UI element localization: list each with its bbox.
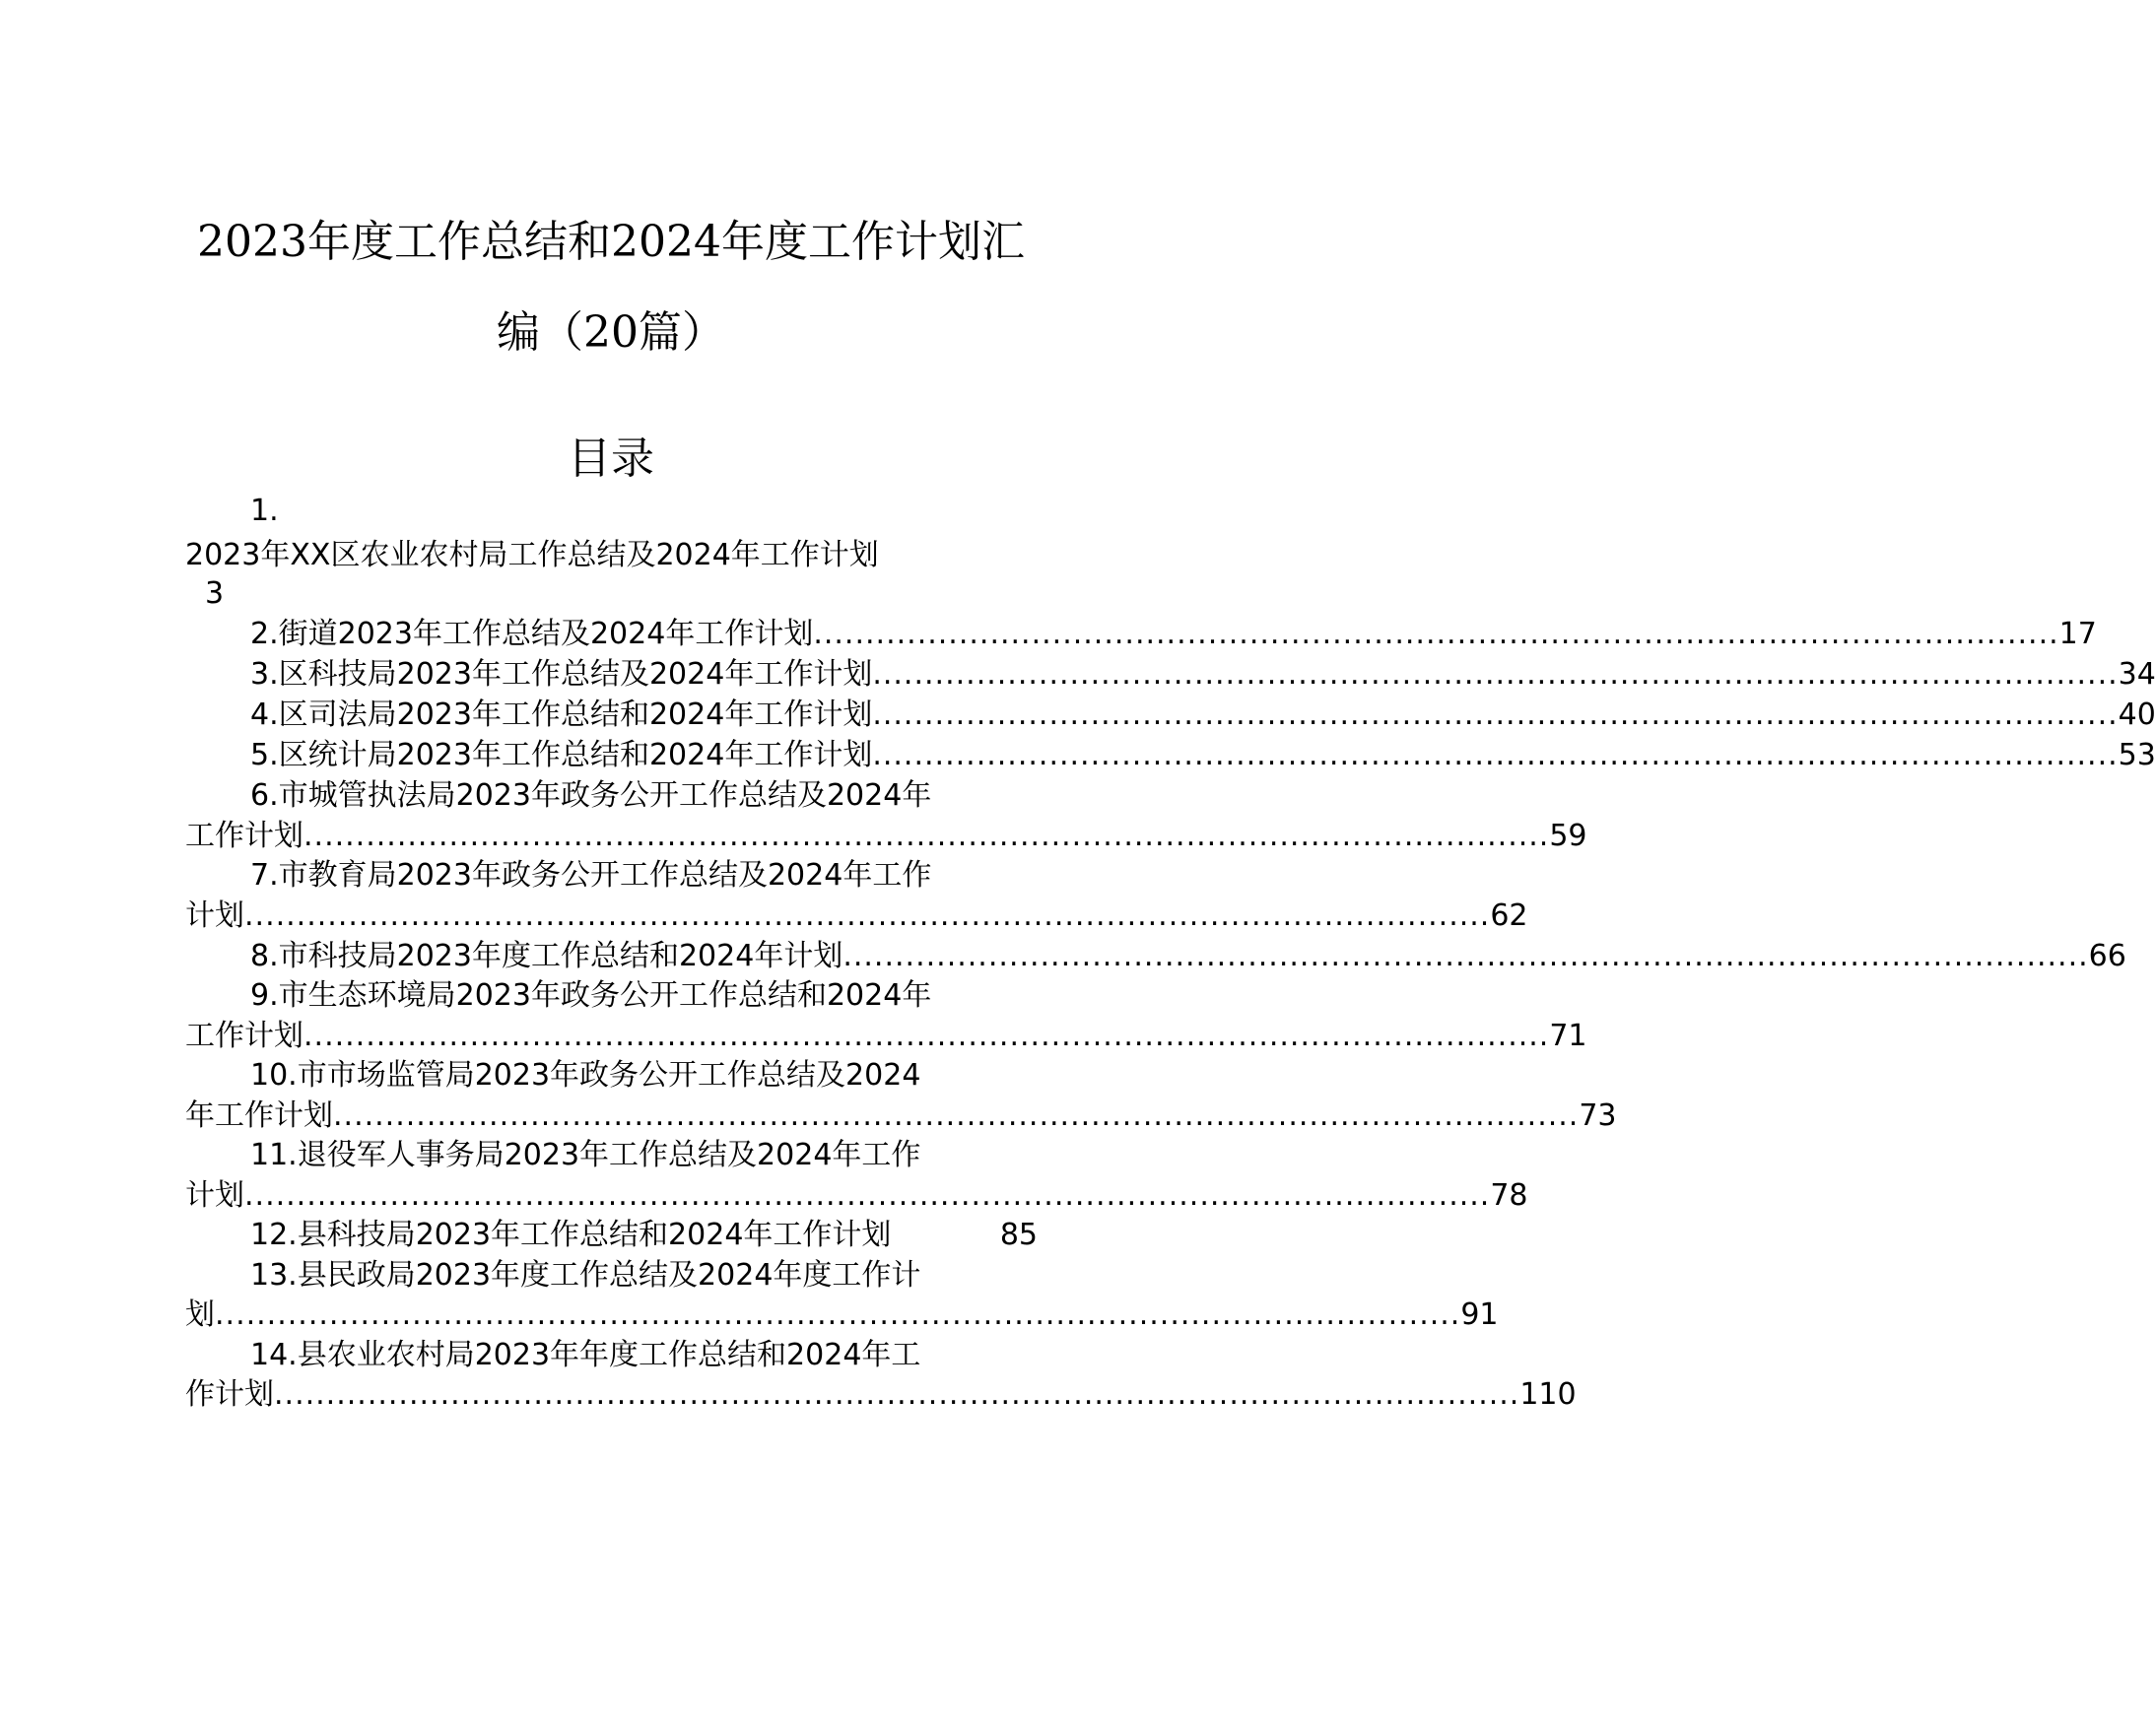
toc-entry-10-text: 年工作计划: [185, 1098, 333, 1133]
toc-entry-12-leader: [891, 1213, 999, 1257]
toc-entry-11-page: 78: [1490, 1178, 1528, 1213]
toc-entry-6-text: 工作计划: [185, 819, 303, 853]
toc-entry-14-line-2[interactable]: [185, 1372, 1577, 1417]
toc-entry-10-line-1[interactable]: 10.市市场监管局2023年政务公开工作总结及2024: [250, 1058, 921, 1093]
toc-entry-14-line-1[interactable]: 14.县农业农村局2023年年度工作总结和2024年工: [250, 1338, 921, 1372]
toc-entry-14-text: 作计划: [185, 1377, 274, 1412]
toc-entry-1-number[interactable]: 1.: [250, 494, 279, 528]
toc-entry-10-page: 73: [1579, 1098, 1617, 1133]
toc-entry-3-page: 34: [2118, 657, 2156, 692]
toc-entry-9-page: 71: [1549, 1019, 1587, 1053]
toc-entry-8-leader: ........................................................................................................................: [842, 939, 2089, 973]
toc-entry-4[interactable]: [250, 693, 2156, 737]
toc-entry-2[interactable]: [250, 612, 2097, 656]
toc-entry-1-title-text: 2023年XX区农业农村局工作总结及2024年工作计划: [185, 538, 879, 572]
toc-entry-2-leader: ........................................................................................................................: [813, 617, 2059, 651]
toc-entry-13-line-1[interactable]: 13.县民政局2023年度工作总结及2024年度工作计: [250, 1258, 921, 1293]
toc-entry-1-page[interactable]: 3: [205, 576, 225, 611]
toc-entry-8-page: 66: [2088, 939, 2126, 973]
toc-entry-4-page: 40: [2118, 698, 2156, 732]
toc-entry-14-leader: ........................................................................................................................: [274, 1377, 1520, 1412]
toc-entry-9-line-1[interactable]: 9.市生态环境局2023年政务公开工作总结和2024年: [250, 978, 932, 1013]
toc-entry-3-leader: ........................................................................................................................: [872, 657, 2119, 692]
toc-entry-3-text: 3.区科技局2023年工作总结及2024年工作计划: [250, 657, 873, 692]
toc-entry-3[interactable]: [250, 652, 2156, 697]
toc-entry-7-text: 计划: [185, 898, 244, 933]
toc-entry-7-page: 62: [1490, 898, 1528, 933]
toc-entry-5-leader: ........................................................................................................................: [872, 738, 2119, 772]
document-title-line-2: 编（20篇）: [497, 307, 725, 358]
toc-entry-6-line-2[interactable]: [185, 814, 1587, 858]
toc-entry-13-line-2[interactable]: [185, 1293, 1499, 1337]
toc-entry-4-leader: ........................................................................................................................: [872, 698, 2119, 732]
toc-entry-12[interactable]: [250, 1213, 1038, 1257]
toc-entry-4-text: 4.区司法局2023年工作总结和2024年工作计划: [250, 698, 873, 732]
toc-entry-11-text: 计划: [185, 1178, 244, 1213]
toc-entry-10-leader: ........................................................................................................................: [333, 1098, 1580, 1133]
toc-entry-8[interactable]: [250, 934, 2126, 978]
toc-entry-11-line-1[interactable]: 11.退役军人事务局2023年工作总结及2024年工作: [250, 1138, 921, 1172]
toc-entry-14-page: 110: [1519, 1377, 1577, 1412]
toc-entry-9-line-2[interactable]: [185, 1014, 1587, 1058]
toc-entry-11-leader: ........................................................................................................................: [244, 1178, 1491, 1213]
toc-entry-9-leader: ........................................................................................................................: [303, 1019, 1550, 1053]
toc-entry-5[interactable]: [250, 733, 2156, 777]
toc-entry-9-text: 工作计划: [185, 1019, 303, 1053]
toc-entry-12-text: 12.县科技局2023年工作总结和2024年工作计划: [250, 1218, 892, 1252]
toc-entry-10-line-2[interactable]: [185, 1094, 1617, 1138]
toc-entry-13-text: 划: [185, 1297, 215, 1332]
toc-entry-5-text: 5.区统计局2023年工作总结和2024年工作计划: [250, 738, 873, 772]
toc-entry-5-page: 53: [2118, 738, 2156, 772]
toc-entry-11-line-2[interactable]: [185, 1173, 1528, 1218]
toc-heading: 目录: [568, 433, 654, 484]
document-title: [118, 197, 1104, 378]
toc-entry-6-page: 59: [1549, 819, 1587, 853]
toc-entry-7-leader: ........................................................................................................................: [244, 898, 1491, 933]
toc-entry-8-text: 8.市科技局2023年度工作总结和2024年计划: [250, 939, 843, 973]
toc-entry-6-line-1[interactable]: 6.市城管执法局2023年政务公开工作总结及2024年: [250, 778, 932, 813]
toc-entry-6-leader: ........................................................................................................................: [303, 819, 1550, 853]
toc-entry-13-page: 91: [1460, 1297, 1499, 1332]
toc-entry-12-page: 85: [999, 1218, 1038, 1252]
document-title-line-1: 2023年度工作总结和2024年度工作计划汇: [197, 217, 1025, 267]
toc-entry-13-leader: ........................................................................................................................: [215, 1297, 1461, 1332]
toc-entry-2-page: 17: [2058, 617, 2097, 651]
toc-entry-7-line-1[interactable]: 7.市教育局2023年政务公开工作总结及2024年工作: [250, 858, 932, 893]
toc-entry-2-text: 2.街道2023年工作总结及2024年工作计划: [250, 617, 814, 651]
toc-entry-7-line-2[interactable]: [185, 894, 1528, 938]
